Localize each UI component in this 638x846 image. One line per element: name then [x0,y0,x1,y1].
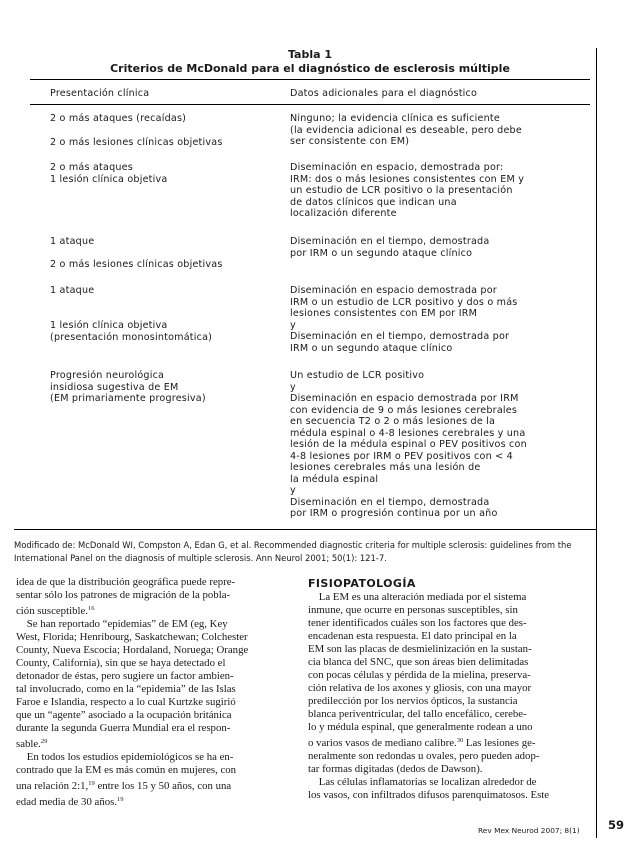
table-row-1-right: Ninguno; la evidencia clínica es suficiente (la evidencia adicional es deseable, pero debe ser consistente con EM) [290,113,522,147]
reference-marker: 19 [88,780,95,787]
left-paragraph-3b: entre los 15 y 50 años, con una edad media de 30 años. [16,780,232,808]
table-row-1-left-a: 2 o más ataques (recaídas) [50,113,187,124]
table-source-note: Modificado de: McDonald WI, Compston A, Edan G, et al. Recommended diagnostic criteria for multiple sclerosis: guidelines from the International Panel on the diagnosis of multiple sclerosis. Ann Neurol 2001; 50(1): 121-7. [14,540,572,563]
right-paragraph-1a: La EM es una alteración mediada por el sistema inmune, que ocurre en personas susceptibles, sin tener identificados cuáles son los factores que des- encadenan esta respuesta. El dato principal en la EM son las placas de desmielinización en la sustan- cia blanca del SNC, que son áreas bien delimitadas con pocas células y pérdida de la mielina, preserva- ción relativa de los axones y gliosis, con una mayor predilección por los nervios ópticos, la sustancia blanca periventricular, del tallo encefálico, cerebe- lo y médula espinal, que generalmente rodean a uno o varios vasos de mediano calibre. [308,591,533,749]
table-header-left: Presentación clínica [50,88,150,99]
section-heading: FISIOPATOLOGÍA [308,577,416,590]
left-paragraph-3a: En todos los estudios epidemiológicos se ha en- contrado que la EM es más común en mujeres, con una relación 2:1, [16,751,237,792]
table-row-5-right: Un estudio de LCR positivo y Diseminación en espacio demostrada por IRM con evidencia de 9 o más lesiones cerebrales en secuencia T2 o 2 o más lesiones de la médula espinal o 4-8 lesiones cerebrales y una lesión de la médula espinal o PEV positivos con 4-8 lesiones por IRM o PEV positivos con < 4 lesiones cerebrales más una lesión de la médula espinal y Diseminación en el tiempo, demostrada por IRM o progresión continua por un año [290,370,527,519]
table-row-1-left-b: 2 o más lesiones clínicas objetivas [50,137,223,148]
table-row-4-left-b: 1 lesión clínica objetiva (presentación monosintomática) [50,320,213,343]
right-paragraph-2: Las células inflamatorias se localizan alrededor de los vasos, con infiltrados difusos parenquimatosos. Este [308,776,550,801]
table-row-3-right: Diseminación en el tiempo, demostrada por IRM o un segundo ataque clínico [290,236,490,259]
table-title: Criterios de McDonald para el diagnóstico de esclerosis múltiple [110,62,510,75]
table-row-4-right: Diseminación en espacio demostrada por IRM o un estudio de LCR positivo y dos o más lesiones consistentes con EM por IRM y Diseminación en el tiempo, demostrada por IRM o un segundo ataque clínico [290,285,518,354]
left-paragraph-1: idea de que la distribución geográfica puede repre- sentar sólo los patrones de migración de la pobla- ción susceptible. [16,576,236,617]
reference-marker: 30 [456,737,464,744]
table-top-rule [30,79,590,80]
table-row-5-left: Progresión neurológica insidiosa sugestiva de EM (EM primariamente progresiva) [50,370,206,404]
left-paragraph-2: Se han reportado “epidemias” de EM (eg, Key West, Florida; Henribourg, Saskatchewan; Colchester County, Nueva Escocia; Hordaland, Noruega; Orange County, California), sin que se haya detectado el detonador de éstas, pero sugiere un factor ambien- tal involucrado, como en la “epidemia” de las Islas Faroe e Islandia, respecto a lo cual Kurtzke sugirió que un “agente” asociado a la ocupación británica durante la segunda Guerra Mundial era el respon- sable. [16,618,249,750]
vertical-page-rule [596,48,597,838]
table-row-4-left-a: 1 ataque [50,285,95,296]
right-column-text [308,591,549,802]
table-header-rule [30,104,590,105]
table-header-right: Datos adicionales para el diagnóstico [290,88,478,99]
page-number: 59 [608,818,625,832]
reference-marker: 16 [87,605,95,612]
table-number: Tabla 1 [287,48,333,61]
table-row-3-left-a: 1 ataque [50,236,95,247]
table-row-2-right: Diseminación en espacio, demostrada por: IRM: dos o más lesiones consistentes con EM y un estudio de LCR positivo o la presentación de datos clínicos que indican una localización diferente [290,162,525,219]
table-row-2-left: 2 o más ataques 1 lesión clínica objetiva [50,162,168,185]
left-column-text [16,576,248,809]
reference-marker: 19 [117,796,124,803]
table-bottom-rule [14,529,596,530]
table-row-3-left-b: 2 o más lesiones clínicas objetivas [50,259,223,270]
reference-marker: 29 [40,738,48,745]
right-paragraph-1b: Las lesiones ge- neralmente son redondas u ovales, pero pueden adop- tar formas digitadas (dedos de Dawson). [308,737,540,775]
journal-reference: Rev Mex Neurod 2007; 8(1) [478,826,580,835]
